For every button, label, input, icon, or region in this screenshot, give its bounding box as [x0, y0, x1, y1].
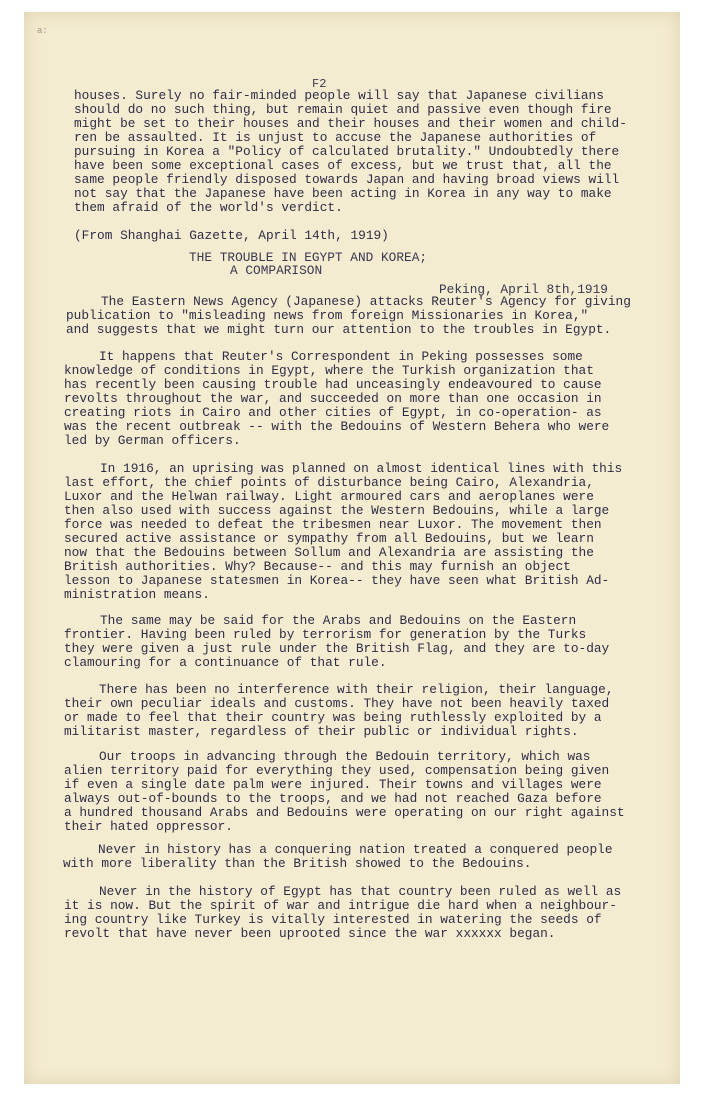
- text-line: creating riots in Cairo and other cities of Egypt, in co-operation- as: [64, 405, 602, 420]
- text-line: publication to "misleading news from foreign Missionaries in Korea,": [66, 308, 589, 323]
- text-line: with more liberality than the British showed to the Bedouins.: [63, 856, 532, 871]
- text-line: should do no such thing, but remain quiet and passive even though fire: [74, 102, 612, 117]
- text-line: Never in the history of Egypt has that country been ruled as well as: [99, 884, 622, 899]
- text-line: might be set to their houses and their houses and their women and child-: [74, 116, 627, 131]
- source-citation: (From Shanghai Gazette, April 14th, 1919): [74, 228, 389, 243]
- text-line: or made to feel that their country was being ruthlessly exploited by a: [64, 710, 602, 725]
- text-line: always out-of-bounds to the troops, and we had not reached Gaza before: [64, 791, 602, 806]
- text-line: The same may be said for the Arabs and Bedouins on the Eastern: [100, 613, 577, 628]
- page-number: F2: [312, 77, 327, 91]
- text-line: frontier. Having been ruled by terrorism for generation by the Turks: [64, 627, 587, 642]
- text-line: last effort, the chief points of disturbance being Cairo, Alexandria,: [64, 475, 594, 490]
- text-line: led by German officers.: [64, 433, 241, 448]
- text-line: clamouring for a continuance of that rule.: [64, 655, 387, 670]
- text-line: their own peculiar ideals and customs. They have not been heavily taxed: [64, 696, 610, 711]
- text-line: and suggests that we might turn our attention to the troubles in Egypt.: [66, 322, 612, 337]
- text-line: It happens that Reuter's Correspondent in Peking possesses some: [99, 349, 583, 364]
- text-line: has recently been causing trouble had unceasingly endeavoured to cause: [64, 377, 602, 392]
- text-line: alien territory paid for everything they used, compensation being given: [64, 763, 610, 778]
- text-line: knowledge of conditions in Egypt, where the Turkish organization that: [64, 363, 594, 378]
- text-line: In 1916, an uprising was planned on almost identical lines with this: [100, 461, 623, 476]
- text-line: ing country like Turkey is vitally interested in watering the seeds of: [64, 912, 602, 927]
- text-line: There has been no interference with their religion, their language,: [99, 682, 614, 697]
- text-line: ren be assaulted. It is unjust to accuse the Japanese authorities of: [74, 130, 597, 145]
- text-line: same people friendly disposed towards Japan and having broad views will: [74, 172, 620, 187]
- text-line: their hated oppressor.: [64, 819, 233, 834]
- text-line: if even a single date palm were injured. Their towns and villages were: [64, 777, 602, 792]
- text-line: them afraid of the world's verdict.: [74, 200, 343, 215]
- text-line: houses. Surely no fair-minded people will say that Japanese civilians: [74, 88, 604, 103]
- text-line: was the recent outbreak -- with the Bedouins of Western Behera who were: [64, 419, 610, 434]
- text-line: revolts throughout the war, and succeeded on more than one occasion in: [64, 391, 602, 406]
- text-line: pursuing in Korea a "Policy of calculated brutality." Undoubtedly there: [74, 144, 620, 159]
- text-line: Our troops in advancing through the Bedouin territory, which was: [99, 749, 591, 764]
- text-line: secured active assistance or sympathy from all Bedouins, but we learn: [64, 531, 594, 546]
- text-line: militarist master, regardless of their public or individual rights.: [64, 724, 579, 739]
- text-line: British authorities. Why? Because-- and this may furnish an object: [64, 559, 571, 574]
- text-line: revolt that have never been uprooted since the war xxxxxx began.: [64, 926, 556, 941]
- article-heading: THE TROUBLE IN EGYPT AND KOREA;: [189, 250, 428, 265]
- text-line: not say that the Japanese have been acting in Korea in any way to make: [74, 186, 612, 201]
- text-line: then also used with success against the Western Bedouins, while a large: [64, 503, 610, 518]
- text-line: they were given a just rule under the British Flag, and they are to-day: [64, 641, 610, 656]
- text-line: lesson to Japanese statesmen in Korea-- they have seen what British Ad-: [64, 573, 610, 588]
- text-line: Never in history has a conquering nation treated a conquered people: [98, 842, 613, 857]
- text-line: a hundred thousand Arabs and Bedouins were operating on our right against: [64, 805, 625, 820]
- text-line: The Eastern News Agency (Japanese) attacks Reuter's Agency for giving: [101, 294, 631, 309]
- dateline: Peking, April 8th,1919: [439, 282, 608, 297]
- text-line: ministration means.: [64, 587, 210, 602]
- text-line: it is now. But the spirit of war and intrigue die hard when a neighbour-: [64, 898, 617, 913]
- text-line: Luxor and the Helwan railway. Light armoured cars and aeroplanes were: [64, 489, 594, 504]
- corner-mark: a:: [37, 26, 48, 36]
- article-subheading: A COMPARISON: [230, 263, 323, 278]
- text-line: now that the Bedouins between Sollum and Alexandria are assisting the: [64, 545, 594, 560]
- text-line: force was needed to defeat the tribesmen near Luxor. The movement then: [64, 517, 602, 532]
- text-line: have been some exceptional cases of excess, but we trust that, all the: [74, 158, 612, 173]
